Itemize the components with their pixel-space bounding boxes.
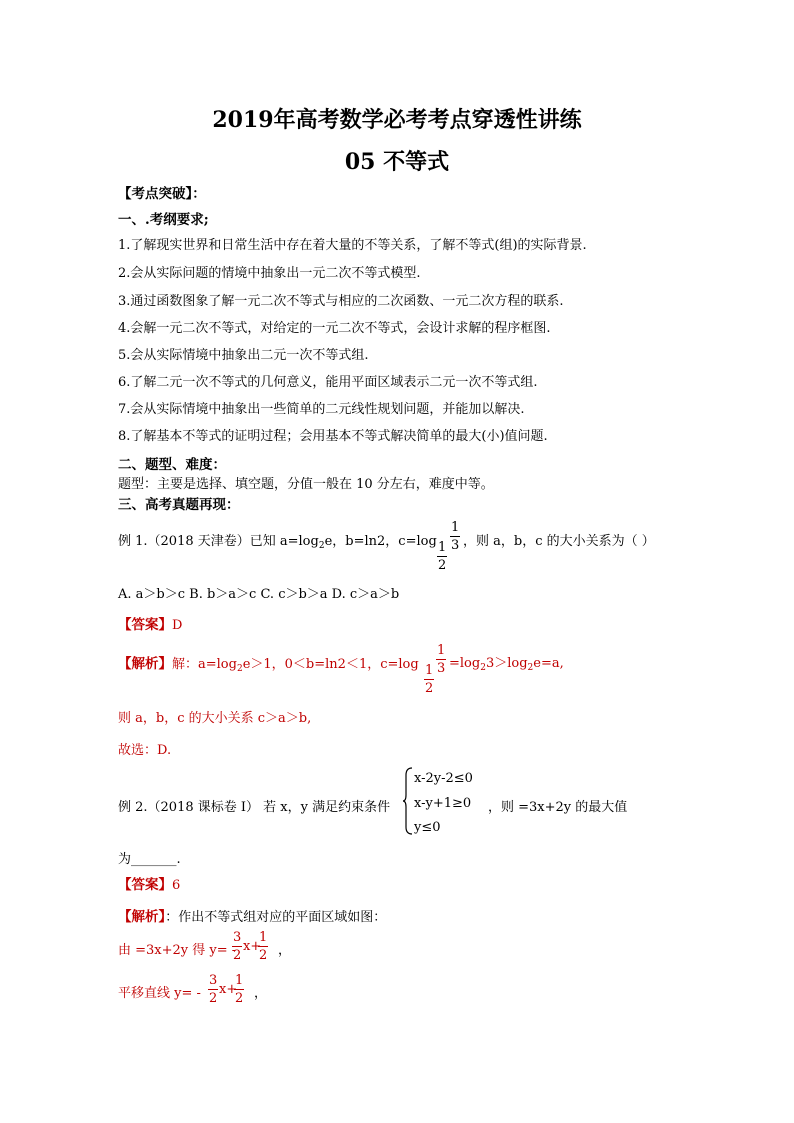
- syllabus-item: 1.了解现实世界和日常生活中存在着大量的不等关系，了解不等式(组)的实际背景.: [118, 238, 587, 253]
- syllabus-item: 3.通过函数图象了解一元二次不等式与相应的二次函数、一元二次方程的联系.: [118, 294, 564, 309]
- example1-analysis: 【解析】解：$a=\log_2e>1$，0＜b=ln2＜1，c=log: [118, 656, 419, 674]
- example2-answer: 【答案】6: [118, 877, 181, 893]
- example2-stem: 例 2.（2018 课标卷 I） 若 x，y 满足约束条件: [118, 800, 391, 815]
- example1-stem: 例 1.（2018 天津卷）已知 $a=\log_2e$，b=ln2，c=log: [118, 534, 437, 551]
- syllabus-item: 7.会从实际情境中抽象出一些简单的二元线性规划问题，并能加以解决.: [118, 402, 525, 417]
- constraint-line: x-y+1≥0: [414, 796, 472, 811]
- section1-heading: 一、.考纲要求;: [118, 212, 209, 228]
- example1-choice: 故选：D.: [118, 743, 172, 758]
- section-kaodian-tupo: 【考点突破】：: [118, 186, 206, 202]
- example2-analysis: 【解析】：作出不等式组对应的平面区域如图：: [118, 909, 387, 925]
- example2-translate-frac-b: 1 2: [235, 973, 244, 1006]
- example1-analysis-end: $=\log_23>\log_2e=a$,: [449, 656, 564, 673]
- example2-translate: 平移直线 y= -: [118, 986, 201, 1001]
- section2-text: 题型：主要是选择、填空题，分值一般在 10 分左右，难度中等。: [118, 477, 494, 492]
- constraint-line: y≤0: [414, 820, 441, 835]
- example1-answer: 【答案】D: [118, 617, 183, 633]
- example2-derive-x: x+: [243, 939, 262, 954]
- example1-analysis-base-fraction: 1 2: [425, 663, 434, 696]
- example2-derive-frac-b: 1 2: [259, 930, 268, 963]
- example2-stem-end: ，则 =3x+2y 的最大值: [488, 800, 628, 815]
- example1-stem-end: ，则 a，b，c 的大小关系为（ ）: [463, 534, 655, 549]
- example1-options: A. a＞b＞c B. b＞a＞c C. c＞b＞a D. c＞a＞b: [118, 587, 400, 602]
- example2-blank: 为_______.: [118, 852, 181, 867]
- example1-log-base-fraction: 1 2: [438, 540, 447, 573]
- syllabus-item: 6.了解二元一次不等式的几何意义，能用平面区域表示二元一次不等式组.: [118, 375, 538, 390]
- example2-derive-comma: ，: [278, 943, 292, 958]
- example2-translate-comma: ，: [254, 986, 268, 1001]
- syllabus-item: 8.了解基本不等式的证明过程；会用基本不等式解决简单的最大(小)值问题.: [118, 429, 548, 444]
- document-subtitle: 05 不等式: [344, 149, 450, 175]
- constraint-brace: [402, 767, 414, 835]
- example1-analysis-arg-fraction: 1 3: [437, 643, 446, 676]
- section3-heading: 三、高考真题再现：: [118, 497, 240, 513]
- section2-heading: 二、题型、难度：: [118, 457, 226, 473]
- syllabus-item: 5.会从实际情境中抽象出二元一次不等式组.: [118, 348, 369, 363]
- example1-log-arg-fraction: 1 3: [451, 520, 460, 553]
- example2-translate-frac-a: 3 2: [209, 973, 218, 1006]
- example1-conclusion: 则 a，b，c 的大小关系 c＞a＞b,: [118, 711, 312, 726]
- example2-translate-x: x+: [219, 982, 238, 997]
- constraint-line: x-2y-2≤0: [414, 771, 473, 786]
- syllabus-item: 2.会从实际问题的情境中抽象出一元二次不等式模型.: [118, 266, 421, 281]
- document-title: 2019年高考数学必考考点穿透性讲练: [212, 107, 582, 133]
- example2-derive: 由 =3x+2y 得 y= -: [118, 943, 237, 958]
- example2-derive-frac-a: 3 2: [233, 930, 242, 963]
- syllabus-item: 4.会解一元二次不等式，对给定的一元二次不等式，会设计求解的程序框图.: [118, 321, 551, 336]
